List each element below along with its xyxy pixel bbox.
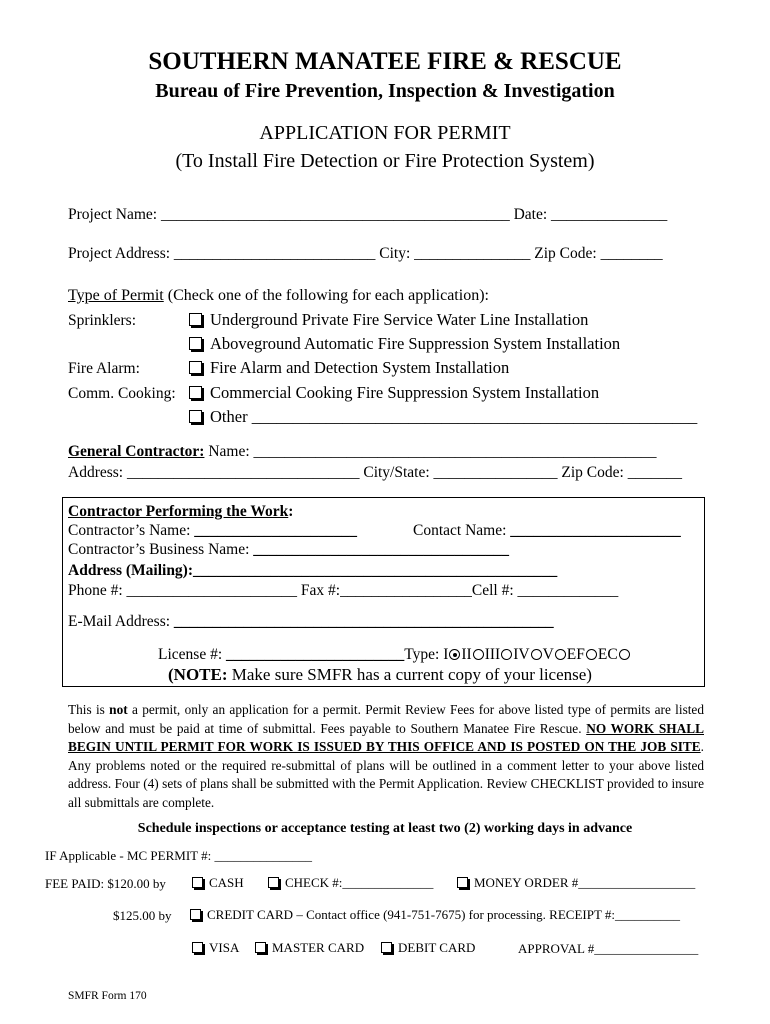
checkbox-icon[interactable] xyxy=(255,942,266,953)
type-option-i: I xyxy=(443,646,449,663)
fee2-label: $125.00 by xyxy=(113,908,172,923)
contractor-box-heading-label: Contractor Performing the Work xyxy=(68,503,289,520)
form-id: SMFR Form 170 xyxy=(68,990,147,1002)
mailing-address-line[interactable] xyxy=(68,562,557,580)
type-option-ii: II xyxy=(461,646,472,663)
contact-name-label: Contact Name: xyxy=(413,522,511,539)
checkbox-icon[interactable] xyxy=(381,942,392,953)
comm-cooking-label: Comm. Cooking: xyxy=(68,385,176,402)
general-contractor-address-line[interactable]: Address: ______________________________ City/State: ________________ Zip Code: _______ xyxy=(68,464,682,481)
contractor-name-label: Contractor’s Name: xyxy=(68,522,195,539)
general-contractor-heading: General Contractor: xyxy=(68,443,205,460)
checkbox-icon[interactable] xyxy=(189,313,202,326)
email-line[interactable] xyxy=(68,613,554,631)
org-title: SOUTHERN MANATEE FIRE & RESCUE xyxy=(148,48,622,75)
contractor-name-line[interactable] xyxy=(68,522,357,540)
payment-check-label: CHECK #:______________ xyxy=(285,875,434,890)
checkbox-icon[interactable] xyxy=(189,337,202,350)
contact-name-line[interactable] xyxy=(413,522,681,540)
general-contractor-name: Name: ____________________________________________________ xyxy=(204,443,657,460)
permit-type-heading-label: Type of Permit xyxy=(68,287,164,304)
business-name-label: Contractor’s Business Name: xyxy=(68,541,254,558)
license-note-text: Make sure SMFR has a current copy of your license) xyxy=(227,665,592,684)
type-option-iii: III xyxy=(484,646,501,663)
option-other[interactable] xyxy=(189,407,697,427)
permit-type-heading-rest: (Check one of the following for each application): xyxy=(163,287,489,304)
email-field[interactable]: _________________________________________________ xyxy=(173,613,554,630)
fire-alarm-label: Fire Alarm: xyxy=(68,360,140,377)
payment-check[interactable] xyxy=(268,875,433,891)
option-other-label: Other ______________________________________________________ xyxy=(210,407,698,426)
card-master-card[interactable] xyxy=(255,940,364,956)
card-visa-label: VISA xyxy=(209,940,240,955)
option-comm-cooking[interactable] xyxy=(189,383,599,403)
phone-fax-cell-line[interactable]: Phone #: ______________________ Fax #:_________________Cell #: _____________ xyxy=(68,582,619,599)
license-note-bold: (NOTE: xyxy=(168,665,228,684)
notice-not: not xyxy=(109,702,128,717)
notice-text-2: a permit, only an application for a permit. Permit Review Fees for above listed type of permits are listed below and must be paid at time of submittal. Fees payable to Southern Manatee Fire Rescue. xyxy=(68,702,704,736)
contact-name-field[interactable]: ______________________ xyxy=(510,522,681,539)
permit-type-heading xyxy=(68,287,489,305)
general-contractor-name-line[interactable] xyxy=(68,443,657,461)
license-note xyxy=(168,665,592,685)
fee-paid-label: FEE PAID: $120.00 by xyxy=(45,876,166,891)
license-line[interactable] xyxy=(158,646,631,664)
form-title: APPLICATION FOR PERMIT xyxy=(259,122,511,144)
option-comm-cooking-label: Commercial Cooking Fire Suppression System Installation xyxy=(210,383,600,402)
payment-credit-card[interactable] xyxy=(190,907,680,923)
type-option-iv: IV xyxy=(513,646,530,663)
mailing-address-field[interactable]: _______________________________________________ xyxy=(193,562,558,579)
form-subtitle: (To Install Fire Detection or Fire Protection System) xyxy=(175,150,595,172)
notice-text-1: This is xyxy=(68,702,110,717)
notice-text-3: . Any problems noted or the required re-submittal of plans will be outlined in a comment letter to your above listed address. Four (4) sets of plans shall be submitted with the Permit Application. Review CHECKLIST provided to insure all submittals are complete. xyxy=(68,739,704,810)
option-fire-alarm[interactable] xyxy=(189,358,509,378)
project-address-line[interactable]: Project Address: __________________________ City: _______________ Zip Code: ________ xyxy=(68,245,663,262)
checkbox-icon[interactable] xyxy=(192,877,203,888)
contractor-box-heading xyxy=(68,503,293,521)
license-type-label: Type: xyxy=(404,646,444,663)
type-option-v: V xyxy=(542,646,554,663)
option-fire-alarm-label: Fire Alarm and Detection System Installation xyxy=(210,358,510,377)
mailing-address-label: Address (Mailing): xyxy=(68,562,194,579)
mc-permit-line[interactable]: IF Applicable - MC PERMIT #: _______________ xyxy=(45,848,312,863)
payment-credit-card-label: CREDIT CARD – Contact office (941-751-7675) for processing. RECEIPT #:__________ xyxy=(207,907,681,922)
radio-icon[interactable] xyxy=(473,649,484,660)
business-name-field[interactable]: _________________________________ xyxy=(253,541,510,558)
contractor-name-field[interactable]: _____________________ xyxy=(194,522,358,539)
payment-money-order[interactable] xyxy=(457,875,695,891)
radio-icon[interactable] xyxy=(555,649,566,660)
payment-cash-label: CASH xyxy=(209,875,244,890)
email-label: E-Mail Address: xyxy=(68,613,174,630)
radio-icon[interactable] xyxy=(586,649,597,660)
type-option-ef: EF xyxy=(566,646,585,663)
checkbox-icon[interactable] xyxy=(189,410,202,423)
radio-icon[interactable] xyxy=(449,649,460,660)
business-name-line[interactable] xyxy=(68,541,509,559)
sprinklers-label: Sprinklers: xyxy=(68,312,137,329)
type-option-ec: EC xyxy=(597,646,618,663)
approval-line[interactable]: APPROVAL #________________ xyxy=(518,941,699,956)
checkbox-icon[interactable] xyxy=(457,877,468,888)
option-aboveground-label: Aboveground Automatic Fire Suppression System Installation xyxy=(210,334,621,353)
notice-warning: NO WORK SHALL BEGIN UNTIL PERMIT FOR WORK IS ISSUED BY THIS OFFICE AND IS POSTED ON THE JOB SITE xyxy=(68,720,704,754)
project-name-line[interactable]: Project Name: _____________________________________________ Date: _______________ xyxy=(68,206,668,223)
checkbox-icon[interactable] xyxy=(192,942,203,953)
bureau-title: Bureau of Fire Prevention, Inspection & Investigation xyxy=(155,80,615,102)
payment-money-order-label: MONEY ORDER #__________________ xyxy=(474,875,696,890)
option-aboveground[interactable] xyxy=(189,334,620,354)
card-debit-card[interactable] xyxy=(381,940,475,956)
license-label: License #: xyxy=(158,646,227,663)
schedule-note: Schedule inspections or acceptance testing at least two (2) working days in advance xyxy=(137,821,633,836)
contractor-box-heading-colon: : xyxy=(288,503,294,520)
checkbox-icon[interactable] xyxy=(190,909,201,920)
radio-icon[interactable] xyxy=(501,649,512,660)
card-debit-card-label: DEBIT CARD xyxy=(398,940,476,955)
notice-paragraph xyxy=(68,701,704,812)
card-visa[interactable] xyxy=(192,940,239,956)
checkbox-icon[interactable] xyxy=(189,386,202,399)
option-underground-label: Underground Private Fire Service Water Line Installation xyxy=(210,310,589,329)
checkbox-icon[interactable] xyxy=(189,361,202,374)
radio-icon[interactable] xyxy=(619,649,630,660)
option-underground[interactable] xyxy=(189,310,588,330)
payment-cash[interactable] xyxy=(192,875,244,891)
license-field[interactable]: _______________________ xyxy=(226,646,405,663)
radio-icon[interactable] xyxy=(531,649,542,660)
checkbox-icon[interactable] xyxy=(268,877,279,888)
card-master-card-label: MASTER CARD xyxy=(272,940,365,955)
